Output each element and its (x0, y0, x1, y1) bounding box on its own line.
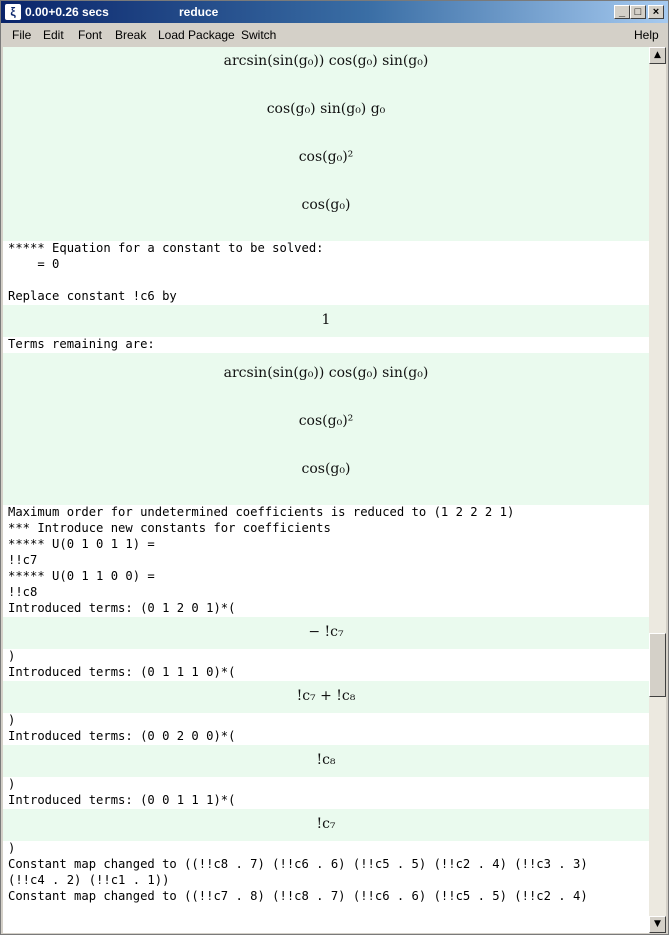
math-output-block (3, 353, 649, 505)
menu-load-package[interactable]: Load Package (158, 28, 235, 42)
console-text-line: Constant map changed to ((!!c7 . 8) (!!c8 . 7) (!!c6 . 6) (!!c5 . 5) (!!c2 . 4) (8, 889, 588, 903)
console-text-line: ) (8, 649, 16, 663)
math-expression: arcsin(sin(g₀)) cos(g₀) sin(g₀) (223, 53, 429, 69)
math-expression: !c₇ (316, 816, 336, 832)
scroll-thumb[interactable] (649, 633, 666, 697)
console-text-line: Replace constant !c6 by (8, 289, 177, 303)
console-text-line: ) (8, 713, 16, 727)
console-text-line: Constant map changed to ((!!c8 . 7) (!!c6 . 6) (!!c5 . 5) (!!c2 . 4) (!!c3 . 3) (8, 857, 588, 871)
math-expression: cos(g₀)² (298, 149, 354, 165)
console-text-line: ) (8, 777, 16, 791)
math-expression: − !c₇ (308, 624, 344, 640)
math-output-block (3, 305, 649, 337)
math-output-block (3, 617, 649, 649)
math-output-block (3, 809, 649, 841)
menu-help[interactable]: Help (634, 28, 659, 42)
menu-font[interactable]: Font (78, 28, 103, 42)
console-text-line: Introduced terms: (0 1 2 0 1)*( (8, 601, 236, 615)
scroll-down-arrow-icon[interactable]: ▼ (649, 916, 666, 933)
timer-text: 0.00+0.26 secs (25, 5, 109, 19)
math-expression: cos(g₀) (301, 461, 351, 477)
math-expression: cos(g₀)² (298, 413, 354, 429)
console-text-line: *** Introduce new constants for coefficients (8, 521, 331, 535)
maximize-button[interactable]: □ (630, 5, 646, 19)
console-text-line: = 0 (8, 257, 60, 271)
math-expression: 1 (321, 312, 331, 328)
console-text-line: ***** U(0 1 1 0 0) = (8, 569, 155, 583)
math-expression: !c₈ (316, 752, 336, 768)
console-text-line: ***** Equation for a constant to be solved: (8, 241, 324, 255)
menu-file[interactable]: File (12, 28, 32, 42)
console-text-line: ***** U(0 1 0 1 1) = (8, 537, 155, 551)
math-expression: arcsin(sin(g₀)) cos(g₀) sin(g₀) (223, 365, 429, 381)
menu-bar (1, 24, 668, 46)
console-text-line: !!c7 (8, 553, 38, 567)
math-expression: cos(g₀) sin(g₀) g₀ (266, 101, 386, 117)
title-bar (1, 1, 668, 23)
console-text-line: Introduced terms: (0 0 1 1 1)*( (8, 793, 236, 807)
menu-break[interactable]: Break (115, 28, 147, 42)
math-expression: cos(g₀) (301, 197, 351, 213)
math-output-block (3, 745, 649, 777)
console-text-line: !!c8 (8, 585, 38, 599)
window-title: reduce (179, 5, 219, 19)
menu-switch[interactable]: Switch (241, 28, 277, 42)
minimize-button[interactable]: _ (614, 5, 630, 19)
console-output[interactable] (3, 47, 649, 933)
math-output-block (3, 47, 649, 241)
console-text-line: ) (8, 841, 16, 855)
math-expression: !c₇ + !c₈ (296, 688, 356, 704)
console-text-line: Introduced terms: (0 0 2 0 0)*( (8, 729, 236, 743)
reduce-app-icon[interactable]: ξ (5, 4, 21, 20)
menu-edit[interactable]: Edit (43, 28, 64, 42)
vertical-scrollbar[interactable] (649, 47, 666, 933)
math-output-block (3, 681, 649, 713)
console-text-line: Terms remaining are: (8, 337, 155, 351)
console-text-line: Maximum order for undetermined coefficients is reduced to (1 2 2 2 1) (8, 505, 515, 519)
console-text-line: (!!c4 . 2) (!!c1 . 1)) (8, 873, 170, 887)
close-button[interactable]: × (648, 5, 664, 19)
scroll-up-arrow-icon[interactable]: ▲ (649, 47, 666, 64)
console-text-line: Introduced terms: (0 1 1 1 0)*( (8, 665, 236, 679)
